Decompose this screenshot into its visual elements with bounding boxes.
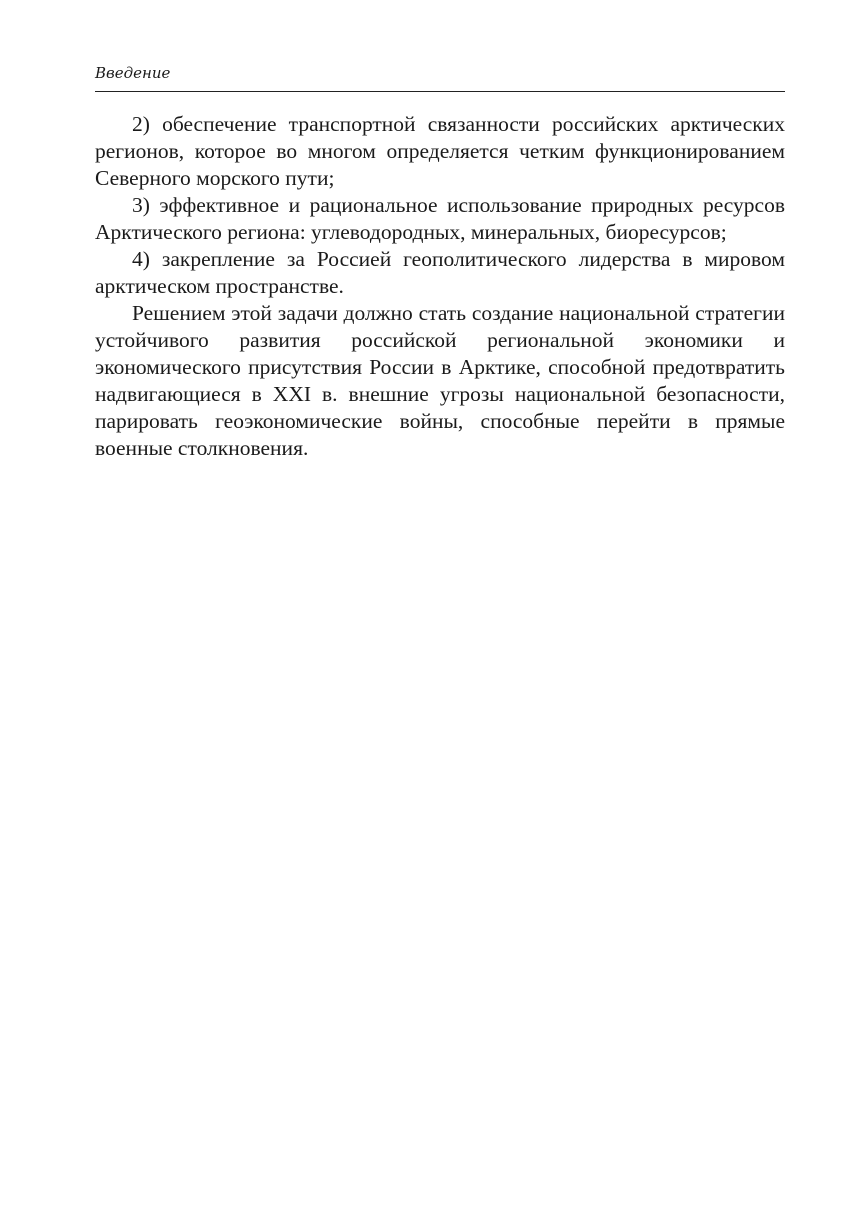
body-text <box>95 111 785 462</box>
header-rule <box>95 91 785 92</box>
list-item-leadership: 4) закрепление за Россией геополитического лидерства в мировом арктическом пространстве. <box>95 247 785 298</box>
list-item-transport: 2) обеспечение транспортной связанности российских арктических регионов, которое во многом определяется четким функционированием Северного морского пути; <box>95 112 785 190</box>
running-header-title: Введение <box>95 64 171 82</box>
list-item-resources: 3) эффективное и рациональное использование природных ресурсов Арктического региона: углеводородных, минеральных, биоресурсов; <box>95 193 785 244</box>
paragraph-strategy: Решением этой задачи должно стать создание национальной стратегии устойчивого развития российской региональной экономики и экономического присутствия России в Арктике, способной предотвратить надвигающиеся в XXI в. внешние угрозы национальной безопасности, парировать геоэкономические войны, способные перейти в прямые военные столкновения. <box>95 301 785 460</box>
